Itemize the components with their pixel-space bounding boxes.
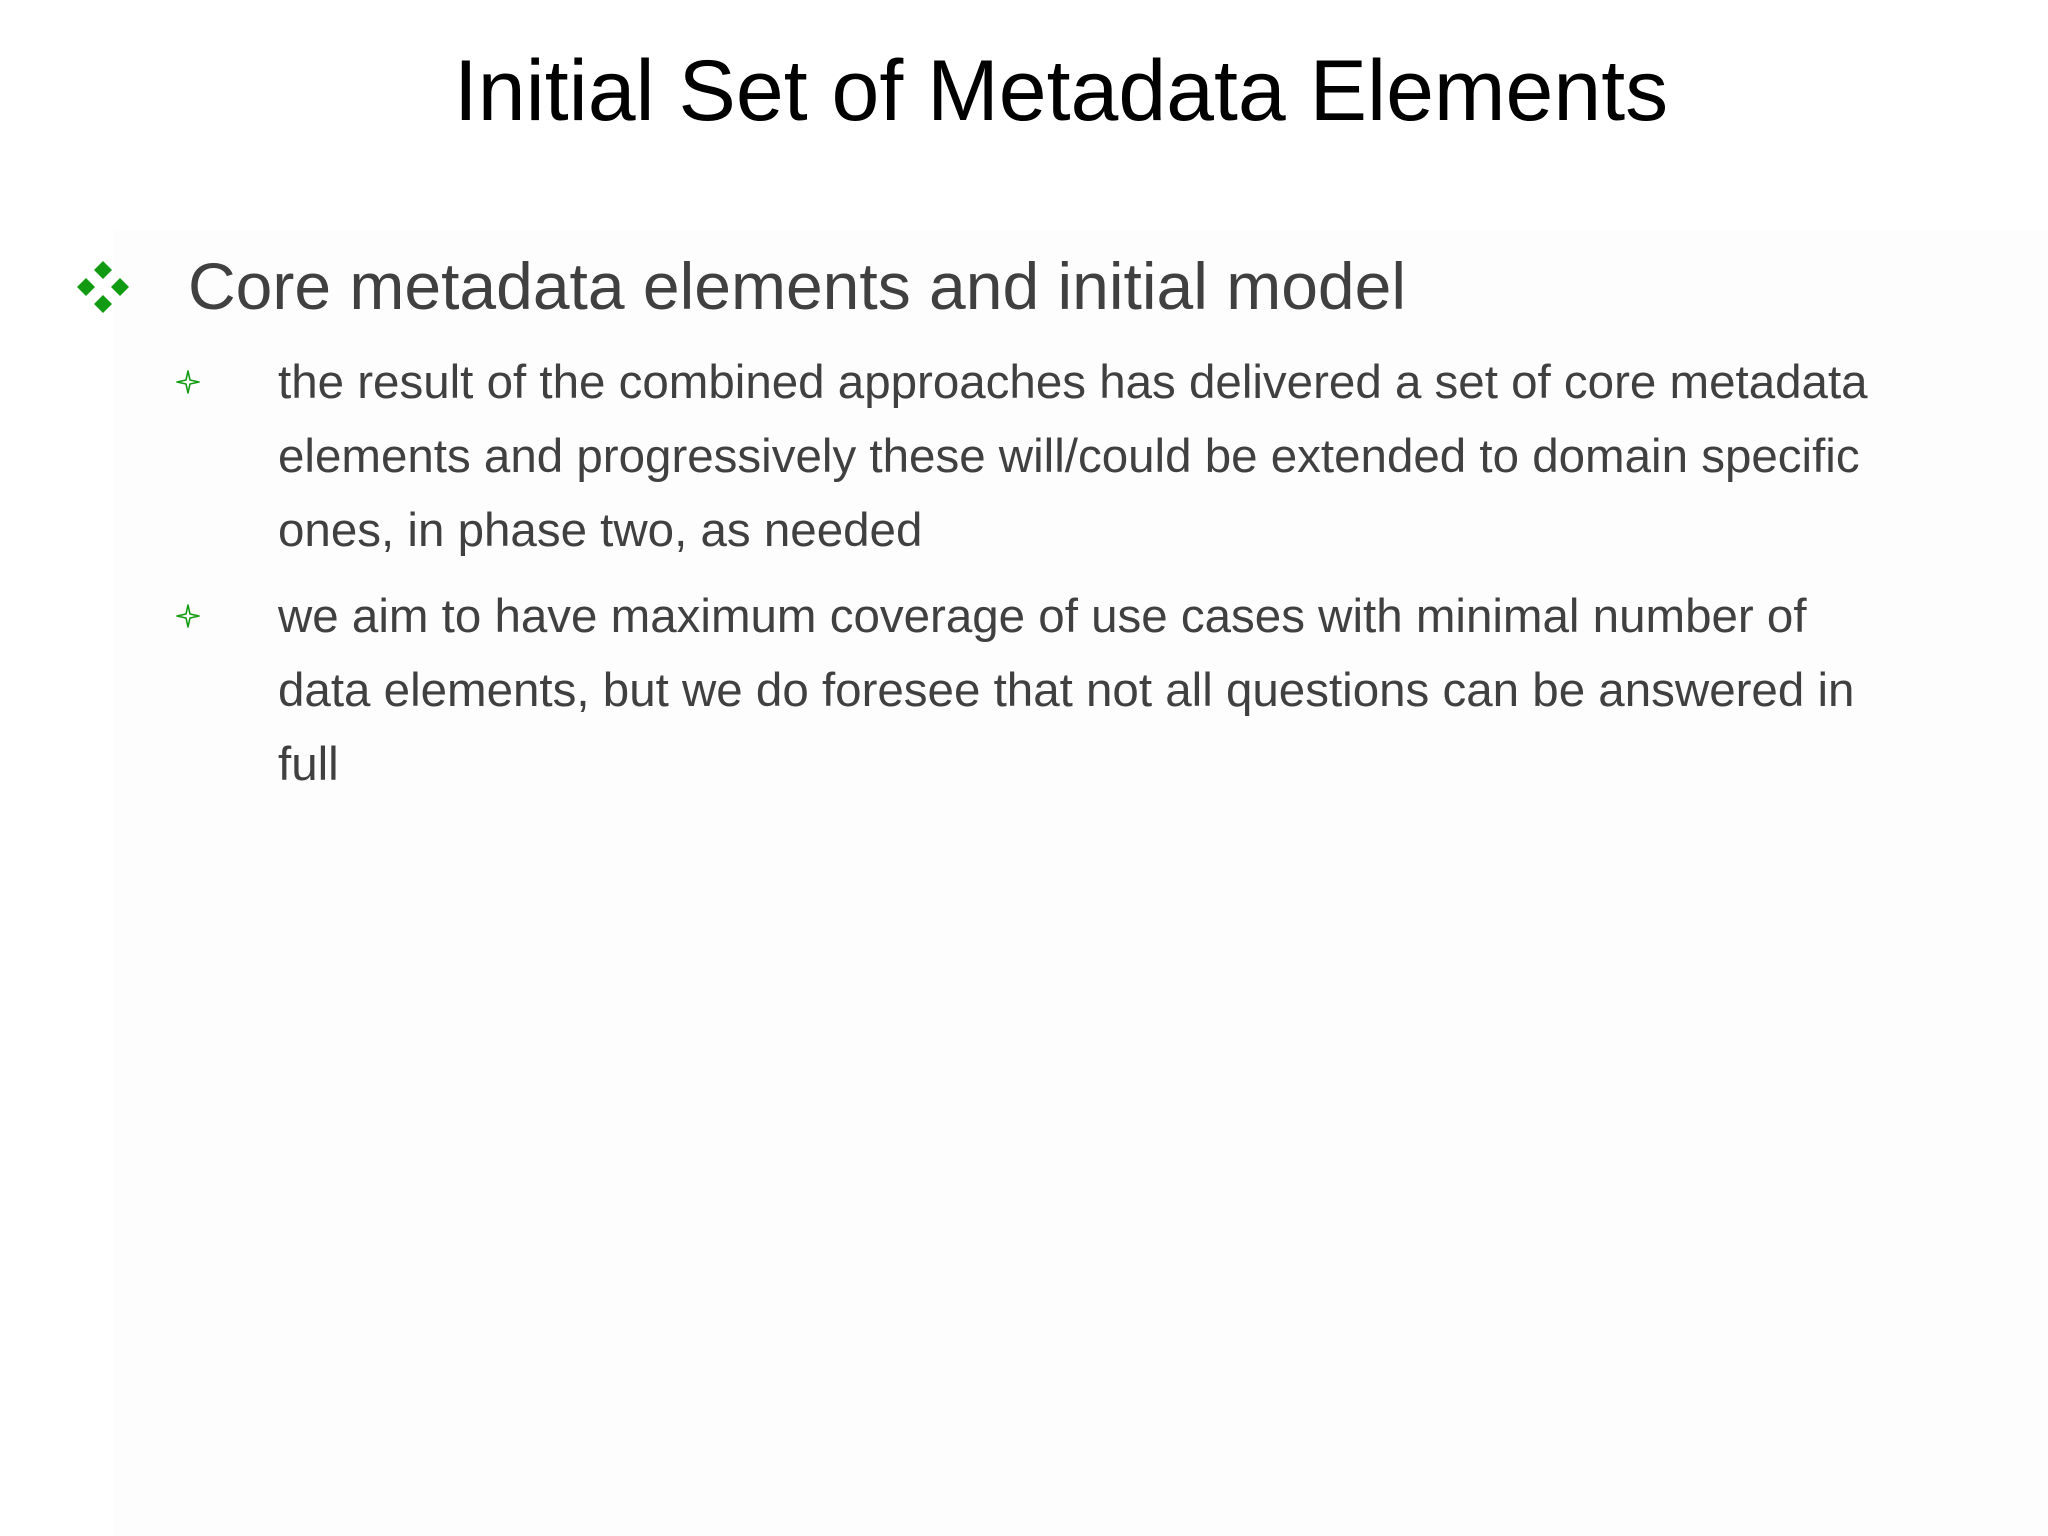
four-pointed-star-bullet-icon (176, 604, 200, 628)
sub-bullet-line: data elements, but we do foresee that not all questions can be answered in (278, 664, 1855, 717)
sub-bullet-line: the result of the combined approaches has delivered a set of core metadata (278, 356, 1868, 409)
sub-bullet-text (278, 346, 2018, 568)
sub-bullet-text (278, 580, 2018, 802)
sub-bullet-line: ones, in phase two, as needed (278, 504, 923, 557)
four-pointed-star-bullet-icon (176, 370, 200, 394)
main-bullet (76, 246, 2016, 326)
sub-bullet-line: elements and progressively these will/could be extended to domain specific (278, 430, 1860, 483)
main-bullet-text: Core metadata elements and initial model (188, 249, 1407, 323)
four-diamonds-bullet-icon (76, 260, 130, 314)
slide-title: Initial Set of Metadata Elements (453, 43, 1669, 139)
sub-bullet-line: we aim to have maximum coverage of use cases with minimal number of (278, 590, 1807, 643)
sub-bullet-line: full (278, 738, 339, 791)
